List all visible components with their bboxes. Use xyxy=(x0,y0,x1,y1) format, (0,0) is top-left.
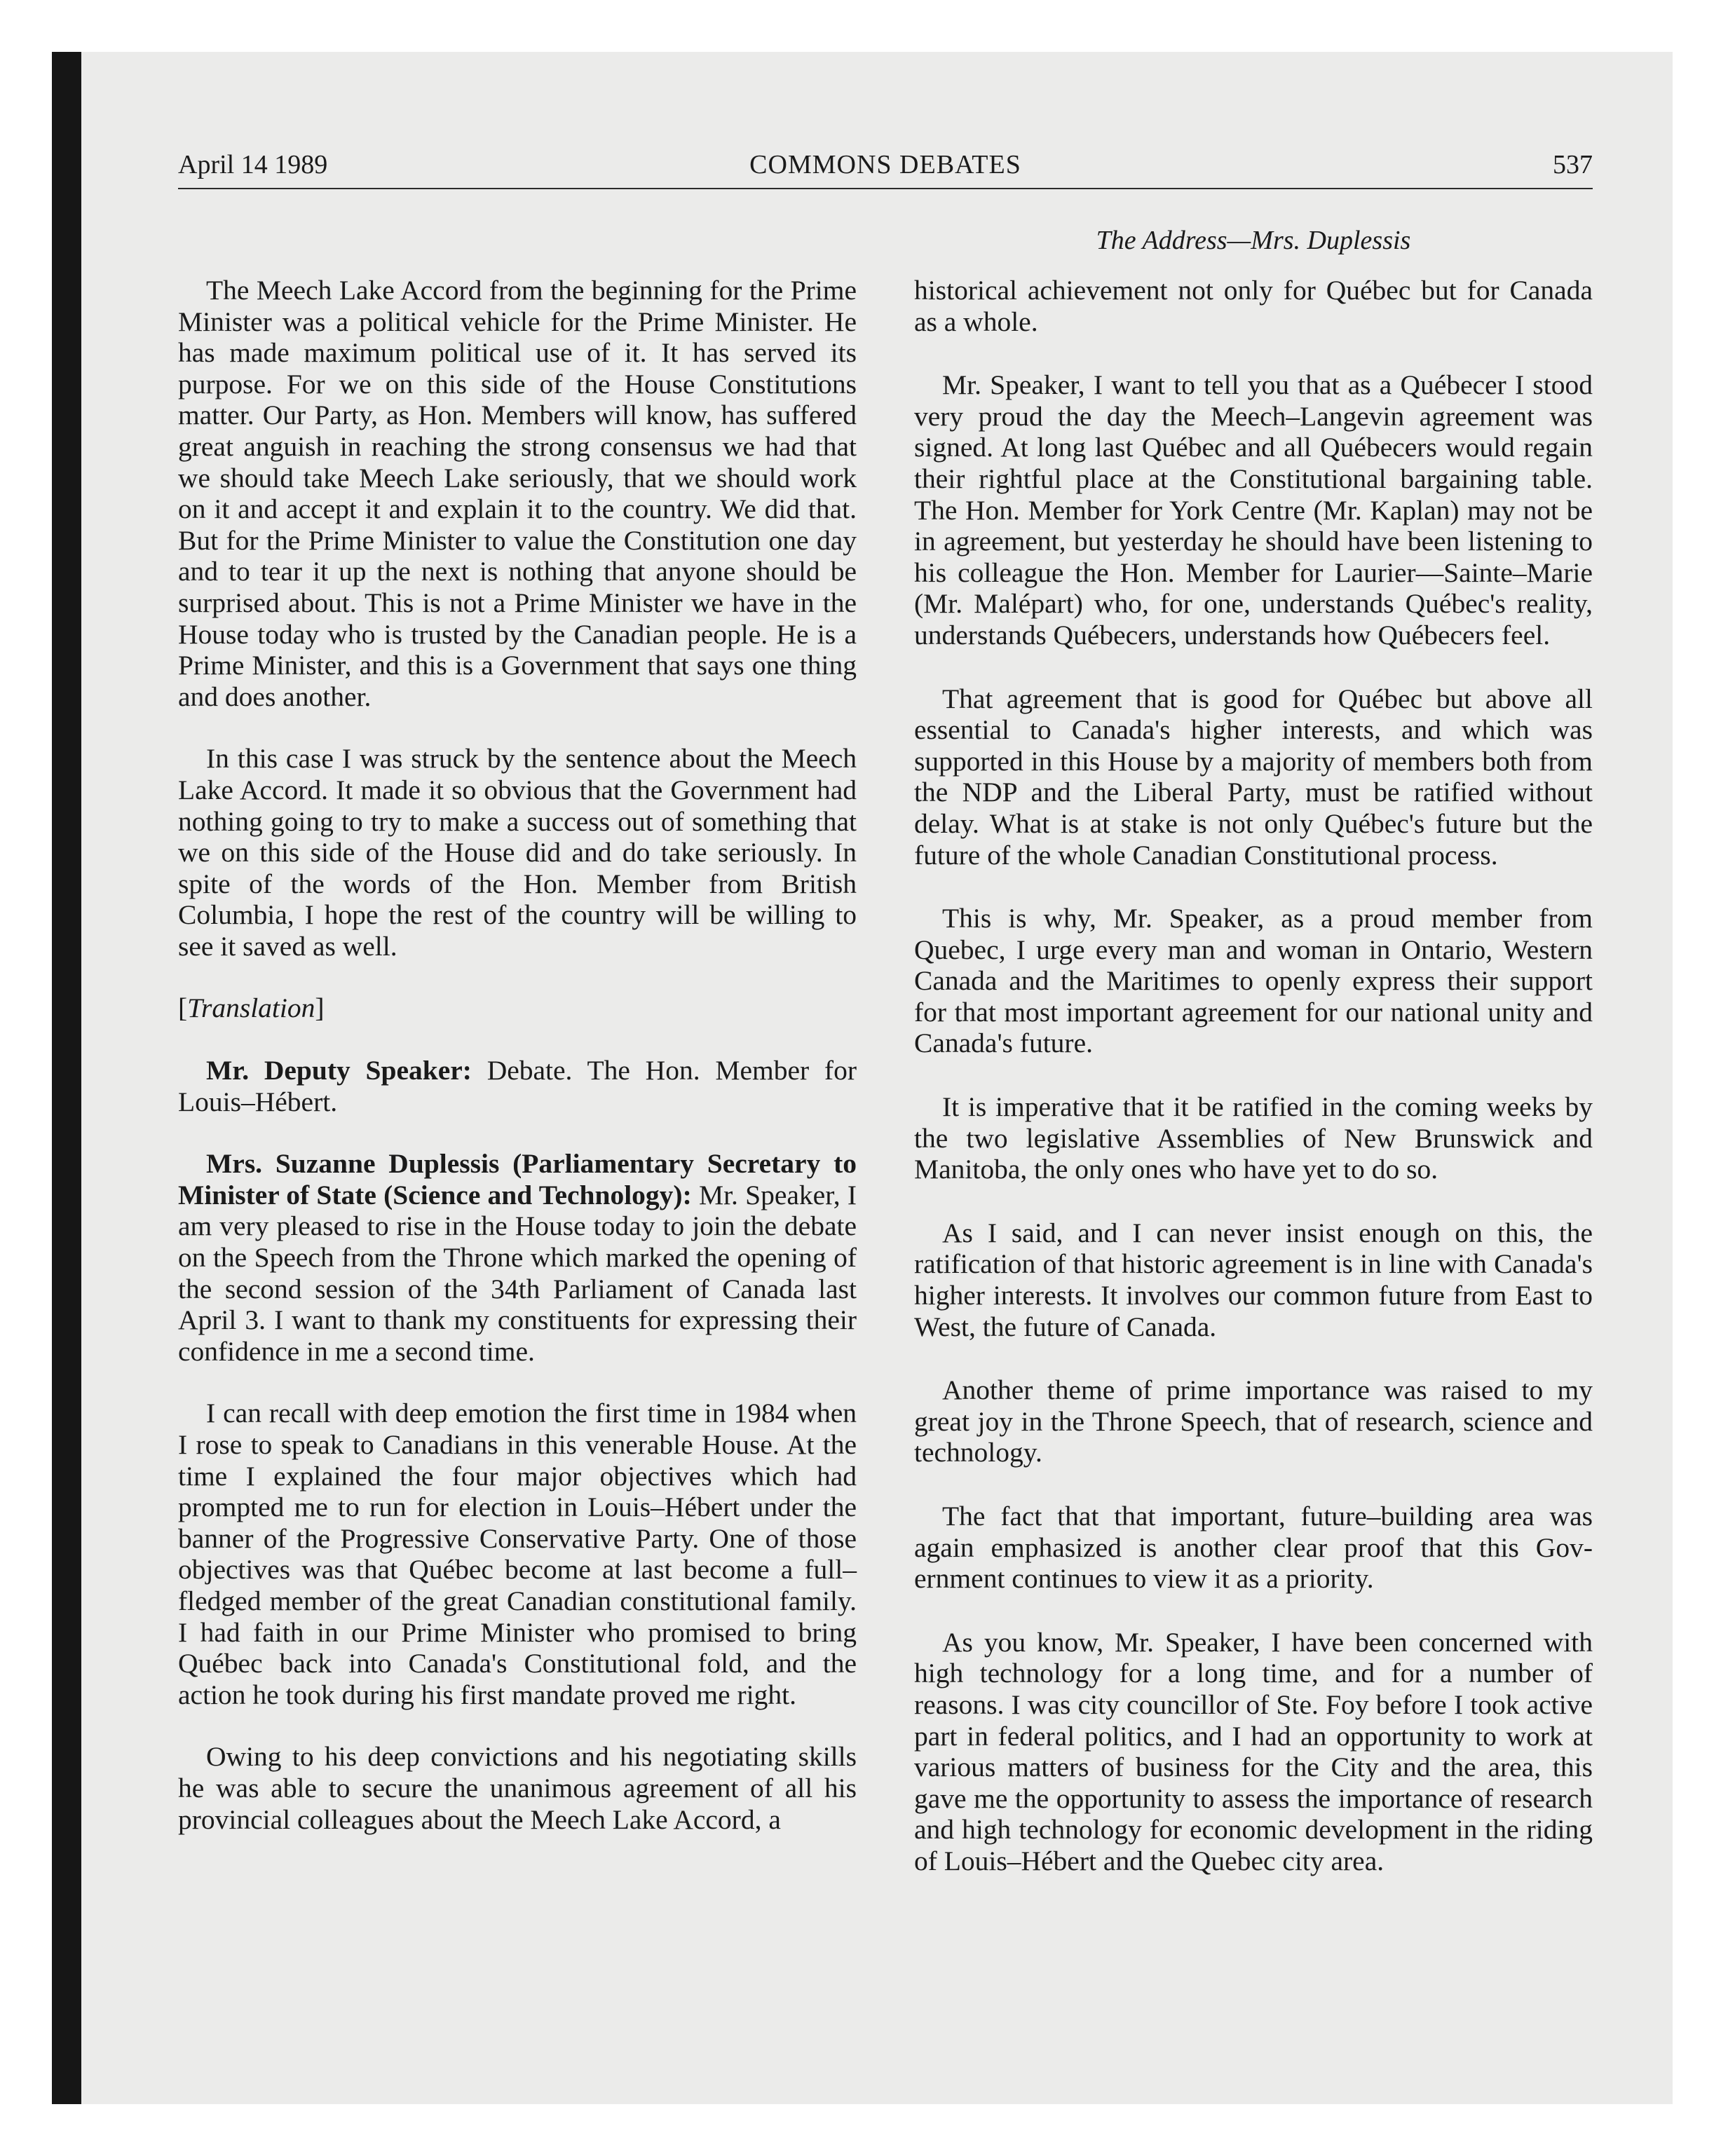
left-paragraph-3 xyxy=(178,1055,857,1117)
translation-tag xyxy=(178,992,857,1024)
left-paragraph-6: Owing to his deep convictions and his negotiating skills he was able to secure the unanimous agreement of all his provincial colleagues about the Meech Lake Accord, a xyxy=(178,1741,857,1835)
left-paragraph-1: The Meech Lake Accord from the beginning for the Prime Minister was a political vehicle for the Prime Minister. He has made maximum political use of it. It has served its purpose. For we on this side of the House Constitutions matter. Our Party, as Hon. Members will know, has suffered great anguish in reaching the strong consensus we had that we should take Meech Lake seriously, that we should work on it and accept it and explain it to the country. We did that. But for the Prime Minister to value the Constitution one day and to tear it up the next is nothing that anyone should be surprised about. This is not a Prime Minister we have in the House today who is trusted by the Canadian people. He is a Prime Minister, and this is a Government that says one thing and does another. xyxy=(178,275,857,712)
document-page xyxy=(178,0,1593,2156)
speech-text: Mr. Speaker, I am very pleased to rise in the House today to join the debate on the Speech from the Throne which marked the opening of the second session of the 34th Parliament of Canada last April 3. I want to thank my constituents for expressing their confidence in me a second time. xyxy=(178,1179,857,1367)
right-paragraph-6: As I said, and I can never insist enough on this, the ratification of that historic agreement is in line with Canada's higher interests. It involves our common future from East to West, the future of Canada. xyxy=(914,1217,1593,1342)
header-date: April 14 1989 xyxy=(178,150,328,179)
page-number: 537 xyxy=(1553,150,1593,179)
translation-label: Translation xyxy=(187,992,315,1024)
right-paragraph-7: Another theme of prime importance was raised to my great joy in the Throne Speech, that of research, science and technology. xyxy=(914,1374,1593,1468)
right-paragraph-5: It is imperative that it be ratified in the coming weeks by the two legislative Assemblies of New Brunswick and Manitoba, the only ones who have yet to do so. xyxy=(914,1091,1593,1185)
right-paragraph-3: That agreement that is good for Québec but above all essential to Canada's higher interests, and which was supported in this House by a majority of members both from the NDP and the Liberal Party, must be ratified without delay. What is at stake is not only Québec's future but the future of the whole Canadian Constitutional process. xyxy=(914,683,1593,871)
right-paragraph-9: As you know, Mr. Speaker, I have been concerned with high technology for a long time, and for a number of reasons. I was city councillor of Ste. Foy before I took active part in federal politics, and I had an opportunity to work at various matters of business for the City and the area, this gave me the opportunity to assess the importance of research and high technology for economic development in the riding of Louis–Hébert and the Quebec city area. xyxy=(914,1626,1593,1876)
page-header xyxy=(178,142,1593,189)
left-paragraph-5: I can recall with deep emotion the first time in 1984 when I rose to speak to Canadians in this venerable House. At the time I explained the four major objectives which had prompted me to run for election in Louis–Hébert under the banner of the Progressive Conservative Party. One of those objectives was that Québec become at last become a full–fledged member of the great Canadian constitutional family. I had faith in our Prime Minister who promised to bring Québec back into Canada's Constitutional fold, and the action he took during his first mandate proved me right. xyxy=(178,1398,857,1710)
running-head: The Address—Mrs. Duplessis xyxy=(1096,226,1411,255)
right-paragraph-2: Mr. Speaker, I want to tell you that as a Québecer I stood very proud the day the Meech–Langevin agreement was signed. At long last Québec and all Québecers would regain their rightful place at the Constitutional bargaining table. The Hon. Member for York Centre (Mr. Kaplan) may not be in agreement, but yesterday he should have been listening to his colleague the Hon. Member for Laurier—Sainte–Marie (Mr. Malépart) who, for one, understands Québec's reality, understands Québecers, understands how Québecers feel. xyxy=(914,369,1593,650)
right-paragraph-8: The fact that that important, future–building area was again emphasized is another clear proof that this Government continues to view it as a priority. xyxy=(914,1501,1593,1595)
left-paragraph-4 xyxy=(178,1148,857,1367)
speech-text: Debate. The Hon. Member for Louis–Hébert. xyxy=(178,1055,857,1117)
left-paragraph-2: In this case I was struck by the sentence about the Meech Lake Accord. It made it so obvious that the Government had nothing going to try to make a success out of something that we on this side of the House did and do take seriously. In spite of the words of the Hon. Member from British Columbia, I hope the rest of the country will be willing to see it saved as well. xyxy=(178,743,857,962)
right-column xyxy=(914,275,1593,1909)
speaker-name: Mr. Deputy Speaker: xyxy=(206,1055,472,1086)
translation-bracket-close: ] xyxy=(315,992,325,1024)
binding-edge xyxy=(52,52,81,2104)
translation-bracket-open: [ xyxy=(178,992,188,1024)
right-paragraph-4: This is why, Mr. Speaker, as a proud member from Quebec, I urge every man and woman in Ontario, Western Canada and the Maritimes to openly express their support for that most important agreement for our national unity and Canada's future. xyxy=(914,903,1593,1059)
left-column xyxy=(178,275,857,1866)
right-paragraph-1: historical achievement not only for Québec but for Canada as a whole. xyxy=(914,275,1593,337)
speaker-name: Mrs. Suzanne Duplessis (Parliamentary Secretary to Minister of State (Science and Technology): xyxy=(178,1148,857,1210)
header-title: COMMONS DEBATES xyxy=(749,150,1021,179)
